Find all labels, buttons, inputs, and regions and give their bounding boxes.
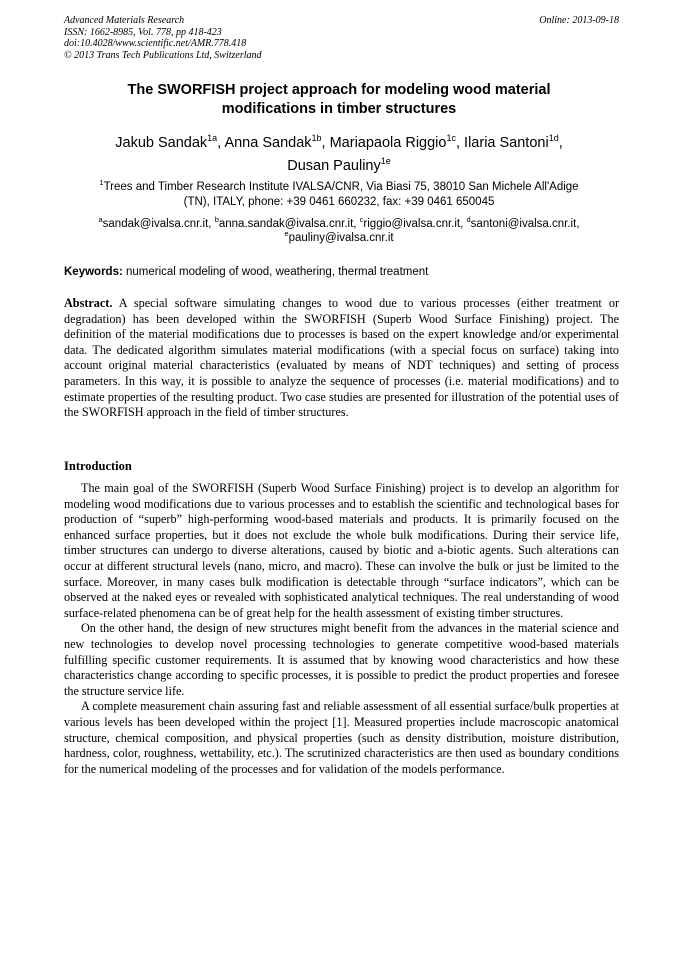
author-name: Mariapaola Riggio	[329, 135, 447, 151]
author-superscript: 1a	[207, 133, 218, 144]
author-superscript: 1b	[311, 133, 322, 144]
author-superscript: 1d	[548, 133, 559, 144]
author-superscript: 1c	[446, 133, 456, 144]
journal-header	[64, 15, 619, 61]
separator: ,	[217, 135, 225, 151]
journal-name: Advanced Materials Research	[64, 15, 185, 26]
author-name: Dusan Pauliny	[287, 158, 381, 174]
email-superscript: b	[214, 215, 219, 225]
email-link[interactable]: pauliny@ivalsa.cnr.it	[288, 232, 394, 244]
affiliation-superscript: 1	[99, 178, 104, 188]
email-superscript: e	[284, 229, 289, 239]
email-link[interactable]: santoni@ivalsa.cnr.it	[470, 218, 577, 230]
affiliation-line-1	[64, 180, 614, 195]
introduction-body	[64, 481, 619, 777]
keywords	[64, 265, 619, 280]
abstract-label: Abstract.	[64, 296, 113, 310]
email-superscript: a	[98, 215, 103, 225]
author-name: Anna Sandak	[224, 135, 312, 151]
author-line-1: Jakub Sandak$^{1a}$, Anna Sandak$^{1b}$, Mariapaola Riggio$^{1c}$, Ilaria Santoni$^{1d}$,	[115, 133, 563, 151]
author-superscript: 1e	[380, 156, 391, 167]
author-list	[64, 132, 614, 178]
paragraph: On the other hand, the design of new structures might benefit from the advances in the material science and new technologies to develop novel processing technologies to generate competitive wood-based materials fulfilling specific customer requirements. It is assumed that by knowing wood characteristics and how these characteristics change according to specific processes, it is possible to predict the product properties and foresee the structure service life.	[64, 621, 619, 698]
email-link[interactable]: anna.sandak@ivalsa.cnr.it	[218, 218, 354, 230]
paper-title	[64, 81, 614, 119]
email-line-1: $^a$sandak@ivalsa.cnr.it, $^b$anna.sandak@ivalsa.cnr.it, $^c$riggio@ivalsa.cnr.it, $^d$santoni@ivalsa.cnr.it,	[98, 215, 580, 230]
separator: ,	[460, 218, 467, 230]
title-line-2: modifications in timber structures	[221, 101, 457, 117]
email-superscript: d	[466, 215, 471, 225]
copyright-line: © 2013 Trans Tech Publications Ltd, Switzerland	[64, 49, 262, 61]
email-superscript: c	[359, 215, 364, 225]
keywords-text: numerical modeling of wood, weathering, thermal treatment	[122, 266, 429, 278]
doi-line: doi:10.4028/www.scientific.net/AMR.778.418	[64, 38, 247, 49]
separator: ,	[321, 135, 330, 151]
author-emails	[64, 217, 614, 245]
abstract	[64, 296, 619, 421]
paragraph: The main goal of the SWORFISH (Superb Wood Surface Finishing) project is to develop an algorithm for modeling wood modifications due to various processes and to establish the scientific and technological bases for production of “superb” high-performing wood-based materials and products. It is primarily focused on the enhanced surface properties, but it does not exclude the whole bulk modifications. During their service life, timber structures can undergo to diverse alterations, caused by biotic and a-biotic agents. Such alterations can occur at different structural levels (nano, micro, and macro). These can involve the bulk or just be limited to the surface. Moreover, in many cases bulk modification is detectable through “surface indicators”, which can be observed at the naked eyes or revealed with sophisticated analytical techniques. The real understanding of wood surface-related phenomena can be of great help for the health assessment of existing timber structures.	[64, 481, 619, 620]
affiliation-text: Trees and Timber Research Institute IVALSA/CNR, Via Biasi 75, 38010 San Michele All'Adige	[103, 181, 579, 193]
online-date: Online: 2013-09-18	[539, 15, 619, 26]
email-link[interactable]: riggio@ivalsa.cnr.it	[363, 218, 461, 230]
keywords-label: Keywords:	[64, 266, 123, 278]
separator: ,	[455, 135, 465, 151]
email-link[interactable]: sandak@ivalsa.cnr.it	[102, 218, 209, 230]
affiliation	[64, 180, 614, 210]
section-heading-introduction: Introduction	[64, 459, 132, 473]
paragraph: A complete measurement chain assuring fast and reliable assessment of all essential surface/bulk properties at various levels has been developed within the project [1]. Measured properties include macroscopic anatomical structure, chemical composition, and physical properties (such as density distribution, moisture distribution, hardness, color, roughness, wettability, etc.). The scrutinized characteristics are then used as boundary conditions for the numerical modeling of the processes and for validation of the models performance.	[64, 699, 619, 776]
separator: ,	[208, 218, 215, 230]
author-line-2	[64, 155, 614, 178]
issn-line: ISSN: 1662-8985, Vol. 778, pp 418-423	[64, 26, 222, 38]
author-name: Jakub Sandak	[115, 135, 208, 151]
separator: ,	[353, 218, 360, 230]
title-line-1: The SWORFISH project approach for modeling wood material	[127, 82, 551, 98]
abstract-text: A special software simulating changes to wood due to various processes (either treatment or degradation) has been developed within the SWORFISH (Superb Wood Surface Finishing) project. The definition of the material modifications due to processes is based on the expert knowledge and/or experimental data. The dedicated algorithm simulates material modifications (with a special focus on surface) taking into account original material characteristics (evaluated by means of NDT techniques) and setting of process parameters. In this way, it is possible to analyze the sequence of processes (i.e. material modifications) and to estimate properties of the resulting product. Two case studies are presented for illustration of the potential uses of the SWORFISH approach in the field of timber structures.	[64, 296, 619, 420]
author-name: Ilaria Santoni	[464, 135, 549, 151]
email-line-2	[64, 231, 614, 245]
affiliation-line-2: (TN), ITALY, phone: +39 0461 660232, fax: +39 0461 650045	[183, 196, 495, 208]
